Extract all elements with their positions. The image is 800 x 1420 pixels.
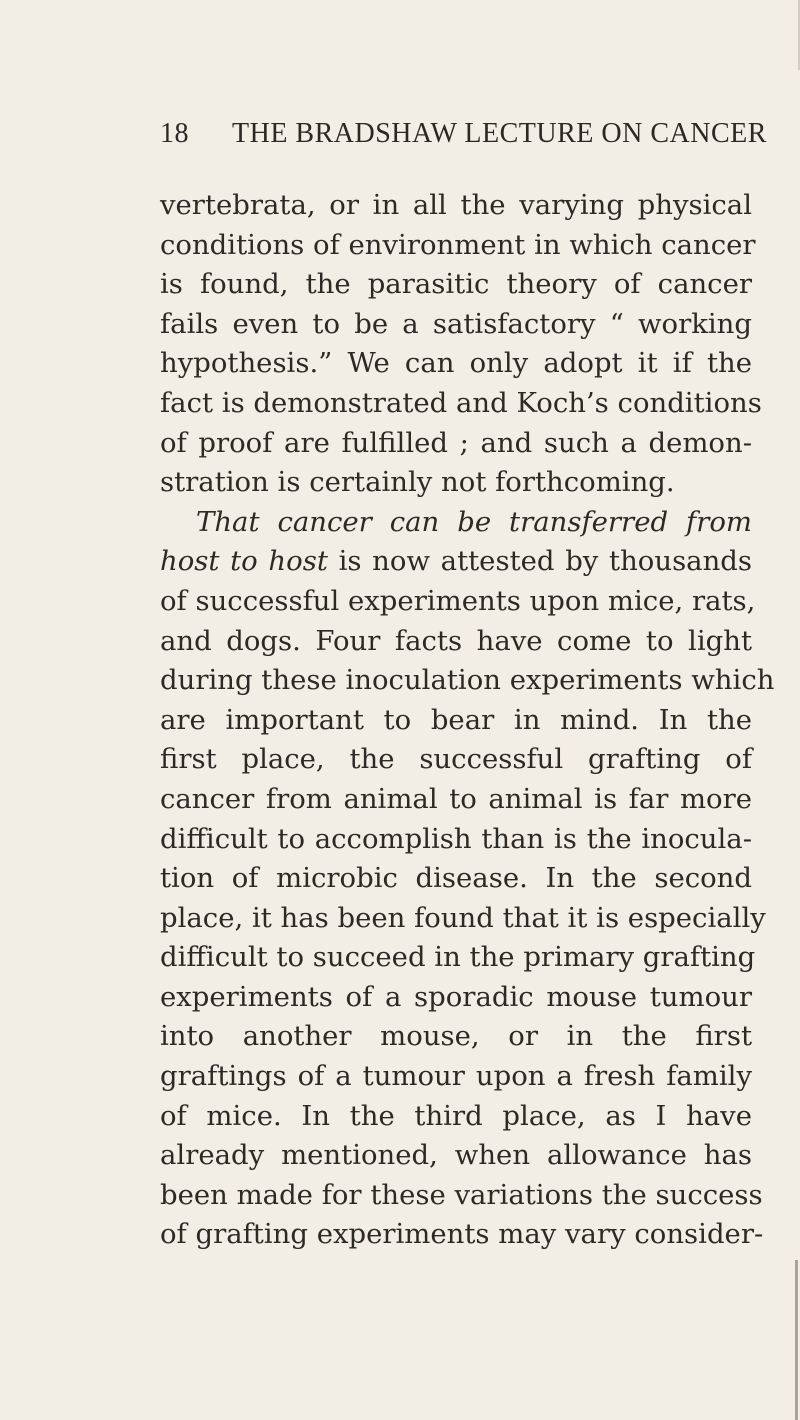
text-line: stration is certainly not forthcoming. [160,466,675,499]
text-fragment: is now attested by thousands [327,545,753,578]
text-line: during these inoculation experiments which [160,664,775,697]
text-line: hypothesis.” We can only adopt it if the [160,347,752,380]
text-line: cancer from animal to animal is far more [160,782,752,815]
text-line: is found, the parasitic theory of cancer [160,268,752,301]
text-line: of successful experiments upon mice, rats, [160,584,756,617]
italic-phrase: That cancer can be transferred from [196,505,752,538]
text-line [160,542,752,582]
text-line: tion of microbic disease. In the second [160,862,752,895]
text-line: difficult to succeed in the primary grafting [160,941,756,974]
text-line-italic [160,503,752,543]
text-line: of grafting experiments may vary consider- [160,1218,764,1251]
body-text [160,186,775,1255]
text-line: place, it has been found that it is especially [160,901,766,934]
running-head: THE BRADSHAW LECTURE ON CANCER [232,118,767,149]
page-number: 18 [160,118,189,149]
text-line: into another mouse, or in the first [160,1020,752,1053]
text-line: already mentioned, when allowance has [160,1139,752,1172]
text-line: conditions of environment in which cancer [160,228,756,261]
italic-phrase: host to host [160,545,328,578]
page-edge-shadow [795,1260,798,1420]
text-line: fact is demonstrated and Koch’s conditions [160,386,762,419]
text-line: first place, the successful grafting of [160,743,752,776]
text-line: and dogs. Four facts have come to light [160,624,752,657]
text-line: experiments of a sporadic mouse tumour [160,980,752,1013]
text-line: are important to bear in mind. In the [160,703,752,736]
text-line: fails even to be a satisfactory “ working [160,307,752,340]
text-line: been made for these variations the success [160,1178,763,1211]
text-line: of mice. In the third place, as I have [160,1099,752,1132]
text-line: of proof are fulfilled ; and such a demon- [160,426,752,459]
text-line: vertebrata, or in all the varying physical [160,189,752,221]
text-line: difficult to accomplish than is the inocula- [160,822,752,855]
text-line: graftings of a tumour upon a fresh family [160,1060,752,1093]
